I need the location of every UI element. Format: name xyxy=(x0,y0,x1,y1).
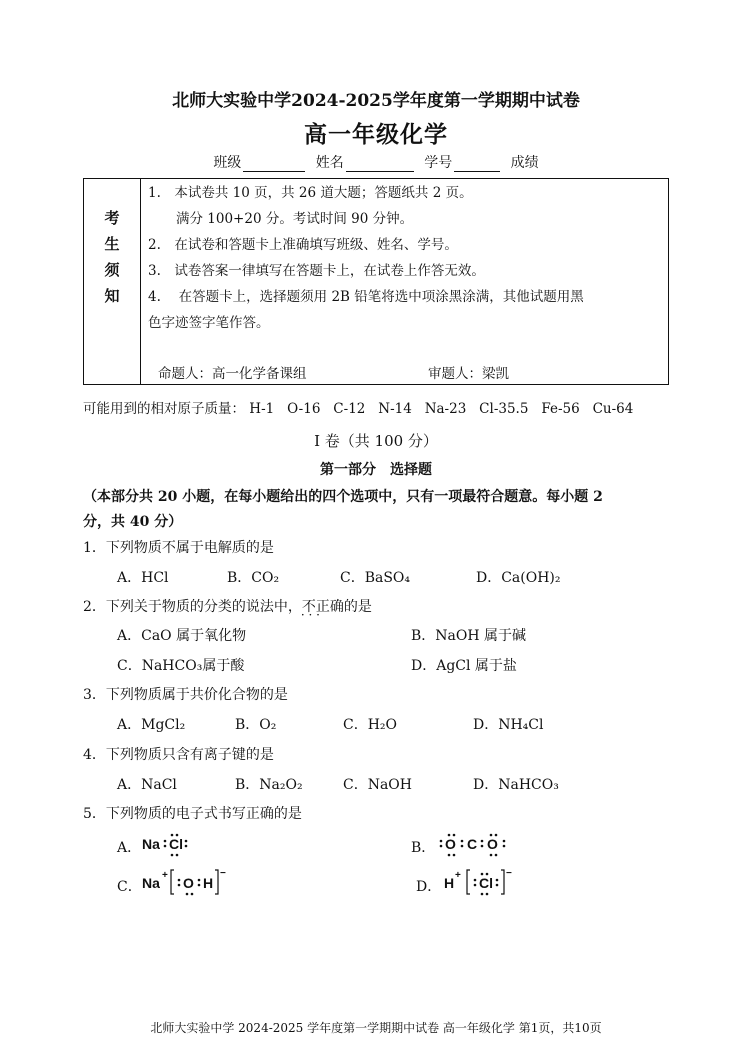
question-2-option-b: B．NaOH 属于碱 xyxy=(411,628,527,644)
electron-dot xyxy=(171,854,174,857)
formula-o: O xyxy=(183,875,194,891)
question-4-option-d: D．NaHCO₃ xyxy=(473,777,559,793)
question-5-formula-c xyxy=(140,864,230,898)
atomic-masses-label: 可能用到的相对原子质量： xyxy=(83,401,245,417)
charge-minus: − xyxy=(506,868,512,879)
electron-dot xyxy=(191,893,194,896)
electron-dot xyxy=(178,879,181,882)
electron-dot xyxy=(448,854,451,857)
question-5-option-d: D． xyxy=(416,879,442,895)
question-5-formula-b xyxy=(436,829,516,859)
electron-dot xyxy=(496,884,499,887)
question-2-stem-pre: 2．下列关于物质的分类的说法中， xyxy=(83,599,302,615)
question-5-option-a: A． xyxy=(117,840,142,856)
notice-item-4: 4. 在答题卡上，选择题须用 2B 铅笔将选中项涂黑涂满，其他试题用黑 xyxy=(148,289,584,305)
question-1-option-b: B．CO₂ xyxy=(227,570,280,586)
formula-c: C xyxy=(467,836,478,852)
electron-dot xyxy=(198,884,201,887)
part-description: （本部分共 20 小题，在每小题给出的四个选项中，只有一项最符合题意。每小题 2 xyxy=(83,489,603,505)
class-blank xyxy=(243,157,305,172)
electron-dot xyxy=(481,840,484,843)
electron-dot xyxy=(198,879,201,882)
notice-divider xyxy=(140,179,141,384)
question-1-option-a: A．HCl xyxy=(117,570,169,586)
atomic-mass: O-16 xyxy=(287,401,321,417)
student-info-fields xyxy=(0,152,752,172)
electron-dot xyxy=(461,845,464,848)
notice-label-char: 须 xyxy=(104,261,120,279)
name-blank xyxy=(346,157,414,172)
electron-dot xyxy=(474,879,477,882)
formula-na: Na xyxy=(142,836,160,852)
electron-dot xyxy=(481,893,484,896)
exam-title: 北师大实验中学2024-2025学年度第一学期期中试卷 xyxy=(172,91,580,111)
charge-minus: − xyxy=(220,868,226,879)
charge-plus: + xyxy=(455,870,461,881)
question-4-option-a: A．NaCl xyxy=(117,777,177,793)
question-2-option-d: D．AgCl 属于盐 xyxy=(411,658,517,674)
atomic-mass: Cu-64 xyxy=(592,401,634,417)
notice-item-4-cont: 色字迹签字笔作答。 xyxy=(148,315,270,331)
exam-notice-box xyxy=(83,178,669,385)
atomic-mass: Cl-35.5 xyxy=(479,401,529,417)
notice-label-char: 考 xyxy=(104,209,120,227)
electron-dot xyxy=(185,840,188,843)
electron-dot xyxy=(461,840,464,843)
part-description-cont: 分，共 40 分） xyxy=(83,514,183,530)
question-2-option-c: C．NaHCO₃属于酸 xyxy=(117,658,245,674)
electron-dot xyxy=(440,845,443,848)
question-4-option-b: B．Na₂O₂ xyxy=(235,777,303,793)
bracket-right xyxy=(215,870,218,894)
electron-dot xyxy=(495,834,498,837)
formula-cl: Cl xyxy=(479,875,493,891)
question-1-stem: 1．下列物质不属于电解质的是 xyxy=(83,540,274,556)
part-title: 第一部分 选择题 xyxy=(320,462,432,478)
atomic-mass: N-14 xyxy=(378,401,412,417)
atomic-mass: H-1 xyxy=(249,401,275,417)
formula-h: H xyxy=(444,875,455,891)
formula-h: H xyxy=(203,875,214,891)
electron-dot xyxy=(171,834,174,837)
question-3-option-b: B．O₂ xyxy=(235,717,277,733)
question-5-option-b: B． xyxy=(411,840,436,856)
notice-item-1-cont: 满分 100+20 分。考试时间 90 分钟。 xyxy=(176,211,414,227)
electron-dot xyxy=(176,854,179,857)
class-label: 班级 xyxy=(213,155,242,171)
question-5-formula-d xyxy=(442,864,522,898)
electron-dot xyxy=(178,884,181,887)
question-3-option-a: A．MgCl₂ xyxy=(117,717,186,733)
bracket-left xyxy=(467,870,470,894)
electron-dot xyxy=(503,845,506,848)
notice-item-1: 1. 本试卷共 10 页，共 26 道大题；答题纸共 2 页。 xyxy=(148,185,473,201)
electron-dot xyxy=(486,893,489,896)
reviewer: 审题人：梁凯 xyxy=(428,366,509,382)
notice-label-char: 生 xyxy=(104,235,120,253)
electron-dot xyxy=(474,884,477,887)
notice-label-char: 知 xyxy=(104,287,120,305)
electron-dot xyxy=(176,834,179,837)
student-id-label: 学号 xyxy=(424,155,453,171)
page-footer: 北师大实验中学 2024-2025 学年度第一学期期中试卷 高一年级化学 第1页，共10页 xyxy=(150,1021,602,1035)
electron-dot xyxy=(164,840,167,843)
electron-dot xyxy=(453,834,456,837)
question-5-formula-a xyxy=(140,829,210,859)
author: 命题人：高一化学备课组 xyxy=(158,366,307,382)
electron-dot xyxy=(490,834,493,837)
electron-dot xyxy=(440,840,443,843)
question-3-stem: 3．下列物质属于共价化合物的是 xyxy=(83,687,288,703)
electron-dot xyxy=(453,854,456,857)
question-1-option-d: D．Ca(OH)₂ xyxy=(476,570,561,586)
bracket-right xyxy=(501,870,504,894)
formula-na: Na xyxy=(142,875,160,891)
student-id-blank xyxy=(454,157,500,172)
atomic-mass: C-12 xyxy=(333,401,366,417)
electron-dot xyxy=(164,845,167,848)
electron-dot xyxy=(186,893,189,896)
name-label: 姓名 xyxy=(315,155,344,171)
question-3-option-c: C．H₂O xyxy=(343,717,398,733)
question-2-option-a: A．CaO 属于氧化物 xyxy=(117,628,247,644)
question-4-option-c: C．NaOH xyxy=(343,777,412,793)
question-1-option-c: C．BaSO₄ xyxy=(340,570,411,586)
question-4-stem: 4．下列物质只含有离子键的是 xyxy=(83,747,274,763)
question-2-stem-post: 的是 xyxy=(343,599,372,615)
subject-title: 高一年级化学 xyxy=(304,121,448,148)
score-label: 成绩 xyxy=(510,155,539,171)
atomic-mass: Na-23 xyxy=(424,401,467,417)
formula-cl: Cl xyxy=(169,836,183,852)
question-3-option-d: D．NH₄Cl xyxy=(473,717,544,733)
electron-dot xyxy=(185,845,188,848)
electron-dot xyxy=(495,854,498,857)
question-2-emphasis: 不正确 · · · xyxy=(302,596,344,616)
notice-item-3: 3. 试卷答案一律填写在答题卡上，在试卷上作答无效。 xyxy=(148,263,485,279)
charge-plus: + xyxy=(162,870,168,881)
atomic-mass: Fe-56 xyxy=(541,401,580,417)
notice-label xyxy=(84,205,140,309)
section-title: Ⅰ 卷（共 100 分） xyxy=(314,432,438,450)
formula-o: O xyxy=(445,836,456,852)
question-2-stem xyxy=(83,596,372,616)
electron-dot xyxy=(503,840,506,843)
electron-dot xyxy=(486,873,489,876)
electron-dot xyxy=(490,854,493,857)
bracket-left xyxy=(171,870,174,894)
notice-item-2: 2. 在试卷和答题卡上准确填写班级、姓名、学号。 xyxy=(148,237,458,253)
formula-o: O xyxy=(487,836,498,852)
electron-dot xyxy=(481,845,484,848)
atomic-masses xyxy=(83,397,633,417)
question-5-stem: 5．下列物质的电子式书写正确的是 xyxy=(83,806,302,822)
electron-dot xyxy=(481,873,484,876)
question-5-option-c: C． xyxy=(117,879,142,895)
electron-dot xyxy=(448,834,451,837)
electron-dot xyxy=(496,879,499,882)
